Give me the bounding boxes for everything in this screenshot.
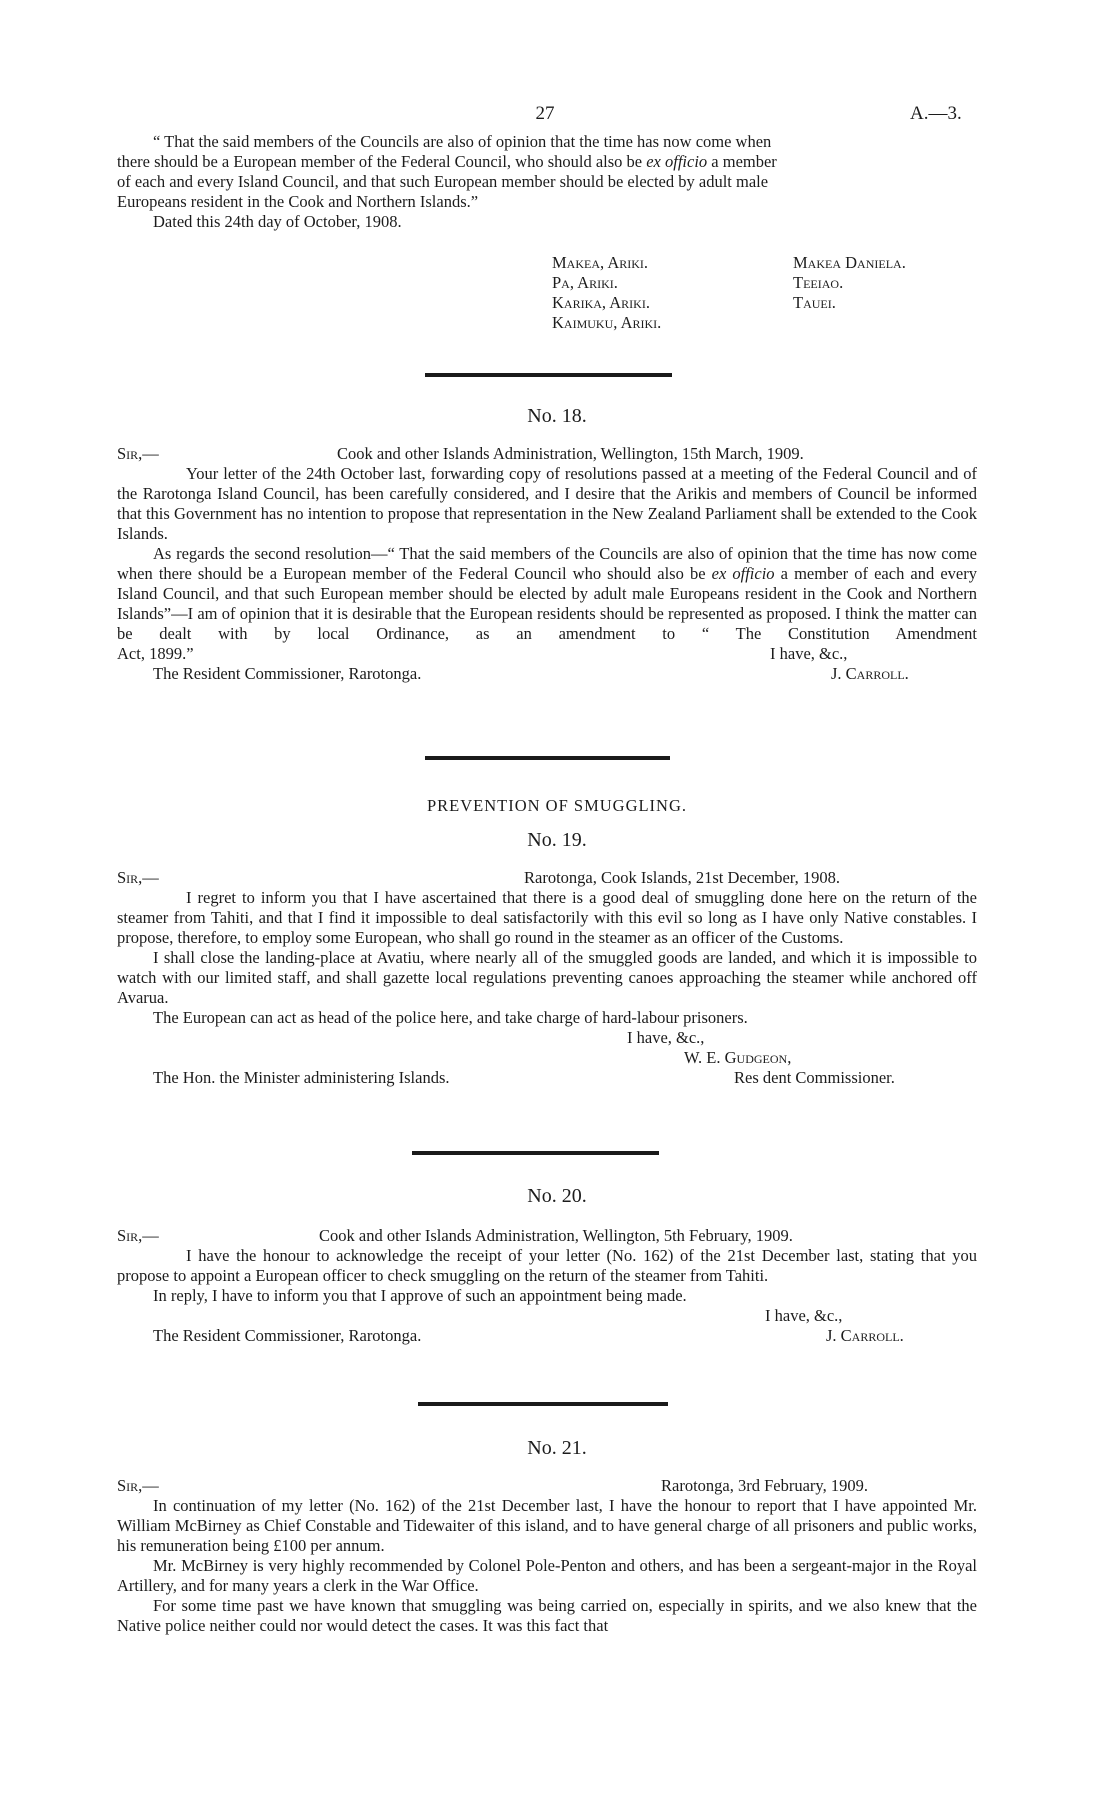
closing: I have, &c., — [765, 1306, 843, 1325]
closing: I have, &c., — [770, 644, 848, 663]
place-date: Cook and other Islands Administration, Wellington, 15th March, 1909. — [337, 444, 804, 463]
place-date: Rarotonga, Cook Islands, 21st December, 1908. — [524, 868, 840, 887]
letter-heading — [117, 1476, 977, 1496]
signature: W. E. Gudgeon, — [684, 1048, 792, 1067]
letter-19 — [117, 868, 977, 1088]
signature-block — [117, 1028, 977, 1088]
signatory: Tauei. — [793, 293, 836, 312]
section-heading: PREVENTION OF SMUGGLING. — [426, 796, 688, 815]
signature-block — [117, 1306, 977, 1346]
signatory: Kaimuku, Ariki. — [552, 313, 662, 332]
text-line: “ That the said members of the Councils are also of opinion that the time has now come when — [153, 132, 772, 151]
salutation: Sir,— — [117, 1476, 159, 1495]
paragraph: The European can act as head of the police here, and take charge of hard-labour prisoners. — [153, 1008, 748, 1027]
closing-row — [117, 644, 977, 664]
paragraph: I regret to inform you that I have ascertained that there is a good deal of smuggling done here on the return of the steamer from Tahiti, and that I find it impossible to deal satisfactorily with this evil so long as I have only Native constables. I propose, therefore, to employ some European, who shall go round in the steamer as an officer of the Customs. — [117, 888, 977, 947]
dated-line: Dated this 24th day of October, 1908. — [153, 212, 402, 231]
paragraph: Your letter of the 24th October last, forwarding copy of resolutions passed at a meeting of the Federal Council and of the Rarotonga Island Council, has been carefully considered, and I desire that the Arikis and members of Council be informed that this Government has no intention to propose that representation in the New Zealand Parliament shall be extended to the Cook Islands. — [117, 464, 977, 543]
paper-code: A.—3. — [910, 103, 962, 124]
paragraph: In continuation of my letter (No. 162) of the 21st December last, I have the honour to report that I have appointed Mr. William McBirney as Chief Constable and Tidewaiter of this island, and to have general charge of all prisoners and public works, his remuneration being £100 per annum. — [117, 1496, 977, 1555]
salutation: Sir,— — [117, 1226, 159, 1245]
addressee: The Resident Commissioner, Rarotonga. — [153, 1326, 422, 1345]
paragraph: I have the honour to acknowledge the receipt of your letter (No. 162) of the 21st December last, stating that you propose to appoint a European officer to check smuggling on the return of the steamer from Tahiti. — [117, 1246, 977, 1285]
place-date: Cook and other Islands Administration, Wellington, 5th February, 1909. — [319, 1226, 793, 1245]
text-line: there should be a European member of the Federal Council, who should also be ex officio a member — [117, 152, 777, 171]
letter-21 — [117, 1476, 977, 1636]
paragraph: For some time past we have known that smuggling was being carried on, especially in spirits, and we also knew that the Native police neither could nor would detect the cases. It was this fact that — [117, 1596, 977, 1635]
letter-heading — [117, 868, 977, 888]
letter-18 — [117, 444, 977, 684]
letter-number-21: No. 21. — [527, 1437, 587, 1459]
salutation: Sir,— — [117, 868, 159, 887]
signature: J. Carroll. — [831, 664, 909, 683]
letter-number-20: No. 20. — [527, 1185, 587, 1207]
letter-heading — [117, 1226, 977, 1246]
section-divider — [412, 1151, 659, 1155]
resolution-text — [117, 132, 977, 232]
text-line: Europeans resident in the Cook and Northern Islands.” — [117, 192, 479, 211]
paragraph: I shall close the landing-place at Avatiu, where nearly all of the smuggled goods are landed, and which it is impossible to watch with our limited staff, and shall gazette local regulations preventing canoes approaching the steamer while anchored off Avarua. — [117, 948, 977, 1007]
signature: J. Carroll. — [826, 1326, 904, 1345]
signatories-right — [793, 253, 906, 313]
section-divider — [425, 373, 672, 377]
signatory: Makea Daniela. — [793, 253, 906, 272]
letter-number-19: No. 19. — [527, 829, 587, 851]
page-number: 27 — [535, 103, 555, 124]
paragraph: Mr. McBirney is very highly recommended by Colonel Pole-Penton and others, and has been a sergeant-major in the Royal Artillery, and for many years a clerk in the War Office. — [117, 1556, 977, 1595]
signatory: Karika, Ariki. — [552, 293, 650, 312]
addressee: The Resident Commissioner, Rarotonga. — [153, 664, 422, 683]
place-date: Rarotonga, 3rd February, 1909. — [661, 1476, 868, 1495]
closing: I have, &c., — [627, 1028, 705, 1047]
letter-heading — [117, 444, 977, 464]
signature-title: Res dent Commissioner. — [734, 1068, 895, 1087]
signatory: Makea, Ariki. — [552, 253, 649, 272]
salutation: Sir,— — [117, 444, 159, 463]
paragraph: As regards the second resolution—“ That the said members of the Councils are also of opinion that the time has now come when there should be a European member of the Federal Council who should also be ex officio a member of each and every Island Council, and that such European member should be elected by adult male Europeans resident in the Cook and Northern Islands”—I am of opinion that it is desirable that the European residents should be represented as proposed. I think the matter can be dealt with by local Ordinance, as an amendment to “ The Constitution Amendment — [117, 544, 977, 643]
signatory: Pa, Ariki. — [552, 273, 618, 292]
signature-row — [117, 664, 977, 684]
section-divider — [418, 1402, 668, 1406]
letter-20 — [117, 1226, 977, 1346]
section-divider — [425, 756, 670, 760]
letter-number-18: No. 18. — [527, 405, 587, 427]
addressee: The Hon. the Minister administering Islands. — [153, 1068, 450, 1087]
text-line: of each and every Island Council, and that such European member should be elected by adult male — [117, 172, 769, 191]
signatories-left — [552, 253, 661, 333]
signatory: Teeiao. — [793, 273, 844, 292]
paragraph: In reply, I have to inform you that I approve of such an appointment being made. — [153, 1286, 687, 1305]
text-line: Act, 1899.” — [117, 644, 194, 663]
